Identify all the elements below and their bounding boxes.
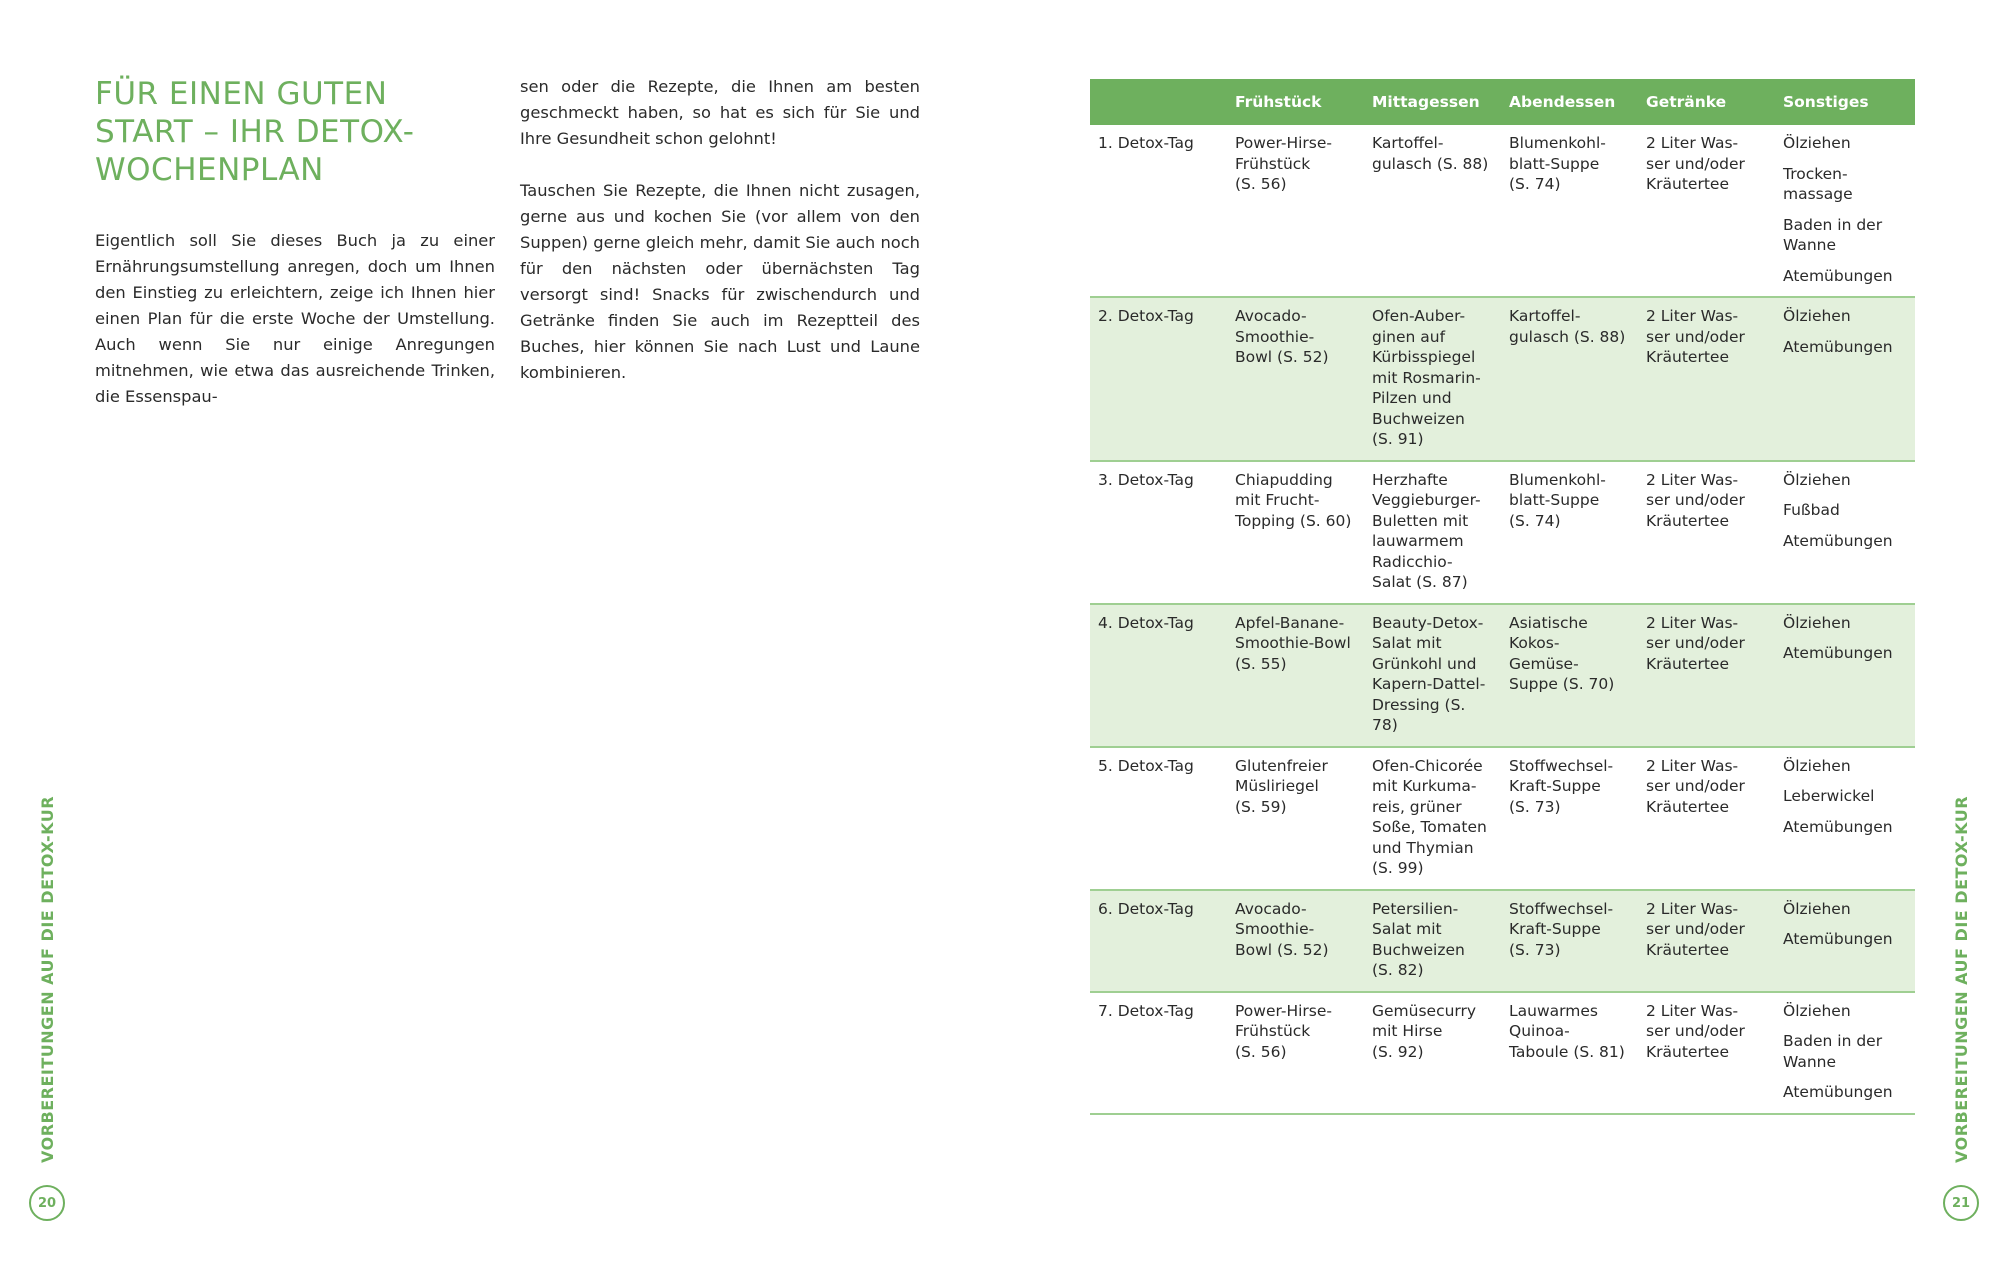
cell-line: Apfel-Banane- <box>1235 613 1345 632</box>
activity-item: Ölziehen <box>1783 470 1851 489</box>
cell-line: Ofen-Auber- <box>1372 307 1466 325</box>
table-row <box>1090 297 1915 461</box>
right-page <box>1000 0 2000 1263</box>
column-header: Mittagessen <box>1364 79 1501 125</box>
cell-line: (S. 92) <box>1372 1042 1424 1061</box>
cell-line: ser und/oder <box>1646 777 1745 795</box>
fruehstueck-cell <box>1227 992 1364 1114</box>
abendessen-cell <box>1501 125 1638 297</box>
activity-item: Leberwickel <box>1783 787 1875 805</box>
cell-line: Kartoffel- <box>1509 307 1581 325</box>
activity-item: Atemübungen <box>1783 337 1893 356</box>
activity-item: Atemübungen <box>1783 266 1893 285</box>
activity-item: Fußbad <box>1783 501 1840 519</box>
cell-line: mit Frucht- <box>1235 491 1320 509</box>
column-header: Sonstiges <box>1775 79 1915 125</box>
cell-line: Salat mit <box>1372 634 1442 652</box>
cell-line: Gemüse- <box>1509 654 1579 673</box>
cell-line: ser und/oder <box>1646 920 1745 938</box>
activity-item: Atemübungen <box>1783 531 1893 550</box>
day-cell: 7. Detox-Tag <box>1090 992 1227 1114</box>
cell-line: Kartoffel- <box>1372 134 1444 152</box>
cell-line: Avocado- <box>1235 307 1307 325</box>
side-label-right: VORBEREITUNGEN AUF DIE DETOX-KUR <box>1952 795 1971 1163</box>
cell-line: 2 Liter Was- <box>1646 1001 1739 1020</box>
cell-line: (S. 73) <box>1509 797 1561 816</box>
detox-week-plan-table <box>1090 79 1915 1115</box>
cell-line: Stoffwechsel- <box>1509 899 1614 918</box>
activity-item: Atemübungen <box>1783 1083 1893 1101</box>
sonstiges-cell <box>1775 747 1915 890</box>
cell-line: Chiapudding <box>1235 470 1333 489</box>
cell-line: 2 Liter Was- <box>1646 134 1739 152</box>
sonstiges-cell <box>1775 604 1915 747</box>
abendessen-cell <box>1501 747 1638 890</box>
table-row <box>1090 992 1915 1114</box>
intro-column-1: Eigentlich soll Sie dieses Buch ja zu einer Ernährungsumstellung anregen, doch um Ihnen den Einstieg zu erleichtern, zeige ich Ihnen hier einen Plan für die erste Woche der Umstellung. Auch wenn Sie nur einige Anregungen mitnehmen, wie etwa das ausreichende Trinken, die Essenspau- <box>95 231 495 406</box>
abendessen-cell <box>1501 604 1638 747</box>
column-header: Getränke <box>1638 79 1775 125</box>
cell-line: und Thymian <box>1372 838 1474 857</box>
cell-line: Ofen-Chicorée <box>1372 756 1483 775</box>
getraenke-cell <box>1638 604 1775 747</box>
cell-line: Lauwarmes <box>1509 1001 1598 1020</box>
table-header-row <box>1090 79 1915 125</box>
cell-line: Kräutertee <box>1646 654 1729 673</box>
mittagessen-cell <box>1364 461 1501 604</box>
cell-line: Stoffwechsel- <box>1509 756 1614 775</box>
cell-line: Taboule (S. 81) <box>1509 1042 1625 1061</box>
getraenke-cell <box>1638 890 1775 992</box>
cell-line: Dressing (S. 78) <box>1372 695 1466 734</box>
cell-line: ginen auf <box>1372 327 1446 346</box>
abendessen-cell <box>1501 890 1638 992</box>
cell-line: Smoothie- <box>1235 327 1315 346</box>
cell-line: Frühstück <box>1235 154 1311 173</box>
day-cell: 2. Detox-Tag <box>1090 297 1227 461</box>
cell-line: Power-Hirse- <box>1235 1001 1333 1020</box>
cell-line: (S. 99) <box>1372 859 1424 877</box>
cell-line: mit Kurkuma- <box>1372 777 1477 795</box>
sonstiges-cell <box>1775 890 1915 992</box>
activity-item: Ölziehen <box>1783 613 1851 632</box>
cell-line: Power-Hirse- <box>1235 134 1333 152</box>
cell-line: Kürbisspiegel <box>1372 348 1476 366</box>
side-label-left: VORBEREITUNGEN AUF DIE DETOX-KUR <box>38 795 57 1163</box>
cell-line: Kapern-Dattel- <box>1372 675 1486 693</box>
cell-line: (S. 59) <box>1235 797 1287 816</box>
intro-paragraph-2: Tauschen Sie Rezepte, die Ihnen nicht zusagen, gerne aus und kochen Sie (vor allem von den Suppen) gerne gleich mehr, damit Sie auch noch für den nächsten oder übernächsten Tag versorgt sind! Snacks für zwischendurch und Getränke finden Sie auch im Rezeptteil des Buches, hier können Sie nach Lust und Laune kombinieren. <box>520 181 920 382</box>
activity-item: Atemübungen <box>1783 930 1893 948</box>
cell-line: Petersilien- <box>1372 899 1459 918</box>
fruehstueck-cell <box>1227 125 1364 297</box>
cell-line: Kräutertee <box>1646 940 1729 959</box>
cell-line: gulasch (S. 88) <box>1509 327 1626 346</box>
cell-line: ser und/oder <box>1646 634 1745 652</box>
cell-line: ser und/oder <box>1646 491 1745 509</box>
cell-line: gulasch (S. 88) <box>1372 154 1489 173</box>
day-cell: 5. Detox-Tag <box>1090 747 1227 890</box>
cell-line: 2 Liter Was- <box>1646 756 1739 775</box>
cell-line: Glutenfreier <box>1235 756 1328 775</box>
cell-line: Radicchio- <box>1372 552 1453 571</box>
cell-line: Smoothie- <box>1235 920 1315 938</box>
cell-line: 2 Liter Was- <box>1646 613 1739 632</box>
cell-line: Kokos- <box>1509 634 1560 652</box>
cell-line: Suppe (S. 70) <box>1509 675 1615 693</box>
cell-line: 2 Liter Was- <box>1646 470 1739 489</box>
day-cell: 3. Detox-Tag <box>1090 461 1227 604</box>
mittagessen-cell <box>1364 125 1501 297</box>
activity-item: Ölziehen <box>1783 307 1851 325</box>
cell-line: blatt-Suppe <box>1509 491 1600 509</box>
getraenke-cell <box>1638 747 1775 890</box>
cell-line: Buchweizen <box>1372 940 1465 959</box>
cell-line: Veggieburger- <box>1372 491 1481 509</box>
cell-line: Salat mit <box>1372 920 1442 938</box>
cell-line: Topping (S. 60) <box>1235 511 1352 530</box>
cell-line: Avocado- <box>1235 899 1307 918</box>
cell-line: (S. 56) <box>1235 175 1287 193</box>
cell-line: Buchweizen <box>1372 409 1465 428</box>
cell-line: Bowl (S. 52) <box>1235 348 1329 366</box>
cell-line: Asiatische <box>1509 613 1588 632</box>
mittagessen-cell <box>1364 890 1501 992</box>
cell-line: (S. 73) <box>1509 940 1561 959</box>
cell-line: Beauty-Detox- <box>1372 613 1484 632</box>
cell-line: ser und/oder <box>1646 327 1745 346</box>
sonstiges-cell <box>1775 461 1915 604</box>
activity-item: Ölziehen <box>1783 1001 1851 1020</box>
getraenke-cell <box>1638 125 1775 297</box>
activity-item: Atemübungen <box>1783 644 1893 662</box>
activity-item: Trocken- massage <box>1783 164 1853 203</box>
cell-line: Kräutertee <box>1646 348 1729 366</box>
cell-line: Herzhafte <box>1372 470 1448 489</box>
cell-line: Kräutertee <box>1646 511 1729 530</box>
column-header: Frühstück <box>1227 79 1364 125</box>
cell-line: reis, grüner <box>1372 797 1462 816</box>
cell-line: Quinoa- <box>1509 1022 1570 1040</box>
table-row <box>1090 604 1915 747</box>
cell-line: mit Hirse <box>1372 1022 1443 1040</box>
cell-line: Kraft-Suppe <box>1509 920 1601 938</box>
column-header: Abendessen <box>1501 79 1638 125</box>
activity-item: Ölziehen <box>1783 899 1851 918</box>
fruehstueck-cell <box>1227 604 1364 747</box>
cell-line: 2 Liter Was- <box>1646 899 1739 918</box>
cell-line: (S. 74) <box>1509 175 1561 193</box>
activity-item: Ölziehen <box>1783 134 1851 152</box>
cell-line: ser und/oder <box>1646 1022 1745 1040</box>
table-row <box>1090 125 1915 297</box>
table-row <box>1090 890 1915 992</box>
getraenke-cell <box>1638 297 1775 461</box>
cell-line: Grünkohl und <box>1372 654 1477 673</box>
day-cell: 6. Detox-Tag <box>1090 890 1227 992</box>
cell-line: Kräutertee <box>1646 175 1729 193</box>
page-number-left: 20 <box>29 1185 65 1221</box>
cell-line: Blumenkohl- <box>1509 134 1606 152</box>
mittagessen-cell <box>1364 747 1501 890</box>
cell-line: Müsliriegel <box>1235 777 1319 795</box>
day-cell: 4. Detox-Tag <box>1090 604 1227 747</box>
cell-line: Smoothie-Bowl <box>1235 634 1351 652</box>
mittagessen-cell <box>1364 297 1501 461</box>
cell-line: Salat (S. 87) <box>1372 573 1468 591</box>
fruehstueck-cell <box>1227 461 1364 604</box>
cell-line: (S. 55) <box>1235 654 1287 673</box>
cell-line: (S. 82) <box>1372 961 1424 979</box>
cell-line: 2 Liter Was- <box>1646 307 1739 325</box>
cell-line: (S. 91) <box>1372 430 1424 448</box>
cell-line: (S. 74) <box>1509 511 1561 530</box>
abendessen-cell <box>1501 297 1638 461</box>
page-number-right: 21 <box>1943 1185 1979 1221</box>
intro-column-2 <box>520 74 920 412</box>
column-header <box>1090 79 1227 125</box>
cell-line: Gemüsecurry <box>1372 1001 1477 1020</box>
cell-line: Frühstück <box>1235 1022 1311 1040</box>
table-body <box>1090 125 1915 1114</box>
cell-line: Buletten mit <box>1372 511 1469 530</box>
sonstiges-cell <box>1775 992 1915 1114</box>
fruehstueck-cell <box>1227 890 1364 992</box>
cell-line: Kräutertee <box>1646 797 1729 816</box>
getraenke-cell <box>1638 992 1775 1114</box>
cell-line: mit Rosmarin- <box>1372 368 1481 387</box>
page-title: FÜR EINEN GUTEN START – IHR DETOX-WOCHENPLAN <box>95 76 415 188</box>
cell-line: Kräutertee <box>1646 1042 1729 1061</box>
activity-item: Baden in der Wanne <box>1783 1032 1883 1071</box>
cell-line: blatt-Suppe <box>1509 154 1600 173</box>
mittagessen-cell <box>1364 992 1501 1114</box>
cell-line: Soße, Tomaten <box>1372 818 1487 836</box>
cell-line: (S. 56) <box>1235 1042 1287 1061</box>
activity-item: Atemübungen <box>1783 817 1893 836</box>
cell-line: ser und/oder <box>1646 154 1745 173</box>
activity-item: Baden in der Wanne <box>1783 215 1883 254</box>
intro-paragraph-1: sen oder die Rezepte, die Ihnen am besten geschmeckt haben, so hat es sich für Sie und Ihre Gesundheit schon gelohnt! <box>520 77 920 148</box>
cell-line: Bowl (S. 52) <box>1235 940 1329 959</box>
sonstiges-cell <box>1775 297 1915 461</box>
cell-line: Blumenkohl- <box>1509 470 1606 489</box>
abendessen-cell <box>1501 461 1638 604</box>
abendessen-cell <box>1501 992 1638 1114</box>
table-row <box>1090 461 1915 604</box>
cell-line: Kraft-Suppe <box>1509 777 1601 795</box>
fruehstueck-cell <box>1227 747 1364 890</box>
cell-line: lauwarmem <box>1372 532 1464 550</box>
getraenke-cell <box>1638 461 1775 604</box>
table-row <box>1090 747 1915 890</box>
fruehstueck-cell <box>1227 297 1364 461</box>
cell-line: Pilzen und <box>1372 389 1452 407</box>
mittagessen-cell <box>1364 604 1501 747</box>
day-cell: 1. Detox-Tag <box>1090 125 1227 297</box>
activity-item: Ölziehen <box>1783 756 1851 775</box>
sonstiges-cell <box>1775 125 1915 297</box>
